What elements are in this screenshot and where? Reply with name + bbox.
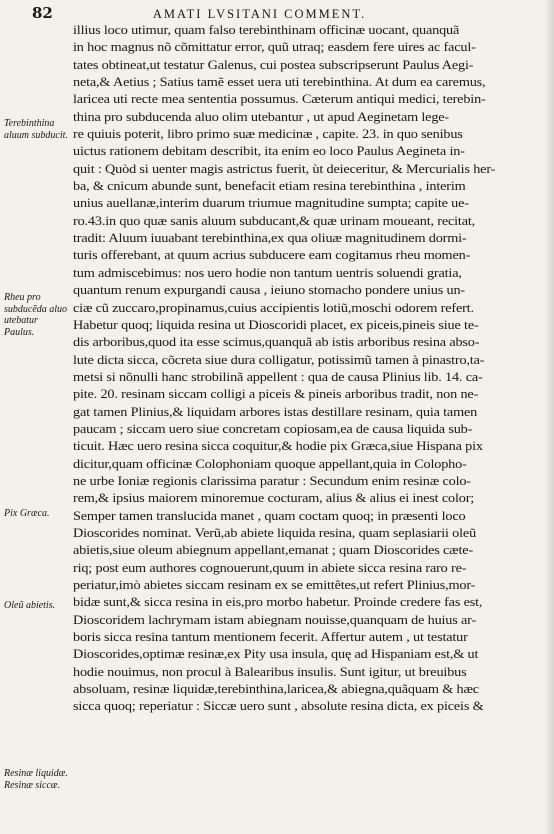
text-line: boris sicca resina tantum mentionem fecerit. Affertur autem , ut testatur (73, 630, 468, 645)
text-line: Dioscorides,optimæ resinæ,ex Pity usa insula, quę ad Hispaniam est,& ut (73, 647, 479, 662)
text-line: hodie nouimus, non procul à Balearibus insulis. Sunt igitur, ut breuibus (73, 664, 467, 679)
margin-note-pix-graeca: Pix Græca. (4, 508, 50, 519)
text-line: bidæ sunt,& sicca resina in eis,pro morbo habetur. Proinde credere fas est, (73, 595, 483, 610)
text-line: absoluam, resinæ liquidæ,terebinthina,laricea,& abiegna,quãquam & hæc (73, 682, 479, 697)
margin-note-oleum-abietis: Oleũ abietis. (4, 600, 56, 611)
page-header (14, 4, 538, 24)
text-line: abietis,siue oleum abiegnum appellant,emanat ; quam Dioscorides cæte- (73, 543, 474, 558)
text-line: thina pro subducenda aluo olim utebantur , ut apud Aeginetam lege- (73, 109, 450, 124)
text-line: dicitur,quam officinæ Colophoniam quoque appellant,quia in Colopho- (73, 456, 467, 471)
margin-note-terebinthina: Terebinthina aluum subducit. (4, 118, 68, 141)
text-line: Dioscorides nominat. Verũ,ab abiete liquida resina, quam seplasiarii oleũ (73, 525, 477, 540)
text-line: unius auellanæ,interim duarum triumue magnitudine sumpta; capite ue- (73, 196, 469, 211)
text-line: dis arboribus,quod ita esse scimus,quanquã ab istis arboribus resina abso- (73, 335, 480, 350)
text-line: quit : Quòd si uenter magis astrictus fuerit, ùt deieceritur, & Mercurialis her- (73, 161, 496, 176)
margin-note-rheu: Rheu pro subducẽda aluo utebatur Paulus. (4, 292, 68, 338)
text-line: ticuit. Hæc uero resina sicca coquitur,& hodie pix Græca,siue Hispana pix (73, 439, 483, 454)
text-line: neta,& Aetius ; Satius tamẽ esset uera uti terebinthina. At dum ea caremus, (73, 75, 486, 90)
text-line: Dioscoridem lachrymam istam abiegnam nouisse,quanquam de huius ar- (73, 612, 477, 627)
text-line: metsi si nõnulli hanc strobilinã appellent : qua de causa Plinius lib. 14. ca- (73, 369, 483, 384)
page-edge-shadow (544, 0, 554, 834)
text-line: quantum renum expurgandi causa , ieiuno stomacho pondere unius un- (73, 283, 465, 298)
text-line: periatur,imò abietes siccam resinam ex se emittêtes,ut refert Plinius,mor- (73, 578, 476, 592)
text-line: lute dicta sicca, cõcreta siue dura colligatur, potissimũ tamen à pinastro,ta- (73, 352, 485, 367)
text-line: tates obtineat,ut testatur Galenus, cui postea subscripserunt Paulus Aegi- (73, 57, 474, 72)
page-number: 82 (32, 4, 53, 22)
text-line: turis offerebant, at quum acrius subducere eam cogitamus rheu momen- (73, 248, 471, 263)
text-line: laricea uti recte mea sententia possumus. Cæterum antiqui medici, terebin- (73, 92, 486, 107)
text-line: gat tamen Plinius,& liquidam arbores istas destillare resinam, quia tamen (73, 404, 478, 419)
text-line: Habetur quoq; liquida resina ut Dioscoridi placet, ex piceis,pineis siue te- (73, 317, 479, 332)
text-line: ciæ cũ zuccaro,propinamus,cuius accipientis lotiũ,moschi odorem refert. (73, 300, 474, 315)
text-line: illius loco utimur, quam falso terebinthinam officinæ uocant, quanquã (73, 23, 460, 37)
text-line: tum admiscebimus: nos uero hodie non tantum uentris soluendi gratia, (73, 265, 462, 280)
text-line: riq; post eum authores cognouerunt,quum in abiete sicca resina raro re- (73, 560, 467, 575)
text-line: ne urbe Ioniæ regionis clarissima paratur : Secundum enim resinæ colo- (73, 473, 471, 488)
text-line: pite. 20. resinam siccam colligi a piceis & pineis arboribus tradit, non ne- (73, 387, 479, 402)
text-line: ba, & cnicum abunde sunt, benefacit etiam resina terebinthina , interim (73, 179, 466, 194)
margin-note-resinae: Resinæ liquidæ. Resinæ siccæ. (4, 768, 68, 791)
text-line: rem,& ipsius maiorem minoremue cocturam, alius & alius ei inest color; (73, 491, 475, 506)
text-line: re quiuis poterit, libro primo suæ medicinæ , capite. 23. in quo senibus (73, 127, 463, 142)
text-line: sicca quoq; reperiatur : Siccæ uero sunt , absolute resina dicta, ex piceis & (73, 699, 484, 714)
running-head: AMATI LVSITANI COMMENT. (152, 7, 367, 21)
text-line: tradit: Aluum iuuabant terebinthina,ex qua oliuæ magnitudinem dormi- (73, 231, 467, 246)
text-line: in hoc magnus nõ cõmittatur error, quũ utraq; easdem fere uires ac facul- (73, 40, 476, 55)
text-line: Semper tamen translucida manet , quam coctam quoq; in præsenti loco (73, 508, 466, 523)
text-line: paucam ; siccam uero siue concretam copiosam,ea de causa liquida sub- (73, 421, 473, 436)
main-text (73, 22, 543, 716)
text-line: uictus rationem debitam describit, ita enim eo loco Paulus Aegineta in- (73, 144, 465, 159)
text-line: ro.43.in quo quæ sanis aluum subducant,& quæ urinam moueant, recitat, (73, 213, 476, 228)
